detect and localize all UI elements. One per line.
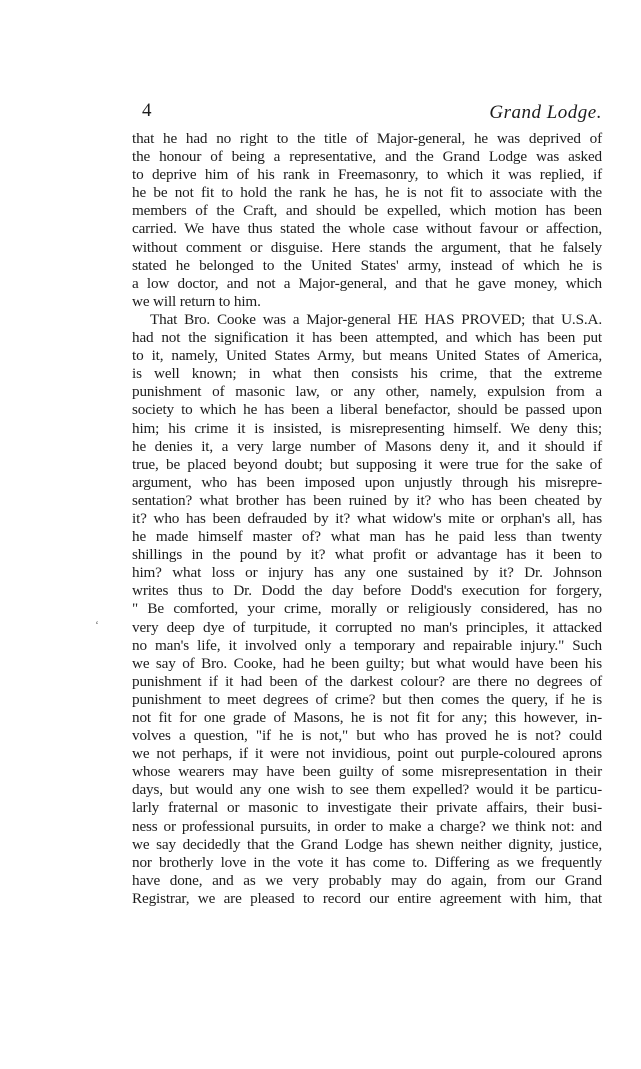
text-line: is well known; in what then consists his crime, that the extreme — [132, 365, 602, 383]
text-line: the honour of being a representative, and the Grand Lodge was asked — [132, 148, 602, 166]
body-text — [132, 130, 602, 908]
text-line: nor brotherly love in the vote it has come to. Differing as we frequently — [132, 853, 602, 871]
text-line: punishment if it had been of the darkest colour? are there no degrees of — [132, 672, 602, 690]
text-line: that he had no right to the title of Major-general, he was deprived of — [132, 130, 602, 147]
text-line: argument, who has been imposed upon unjustly through his misrepre- — [132, 473, 602, 491]
text-line: it? who has been defrauded by it? what widow's mite or orphan's all, has — [132, 509, 602, 527]
text-line: to deprive him of his rank in Freemasonry, to which it was replied, if — [132, 166, 602, 184]
text-line: we not perhaps, if it were not invidious, point out purple-coloured aprons — [132, 745, 602, 763]
text-line: a low doctor, and not a Major-general, and that he gave money, which — [132, 274, 602, 292]
text-line: he denies it, a very large number of Masons deny it, and it should if — [132, 437, 602, 455]
text-line: he be not fit to hold the rank he has, he is not fit to associate with the — [132, 184, 602, 202]
text-line: he made himself master of? what man has he paid less than twenty — [132, 528, 602, 546]
text-line: stated he belonged to the United States' army, instead of which he is — [132, 256, 602, 274]
text-line: writes thus to Dr. Dodd the day before Dodd's execution for forgery, — [132, 582, 602, 600]
text-line: larly fraternal or masonic to investigate their private affairs, their busi- — [132, 799, 602, 817]
page-header — [142, 100, 602, 128]
text-line: we say of Bro. Cooke, had he been guilty; but what would have been his — [132, 654, 602, 672]
text-line: Registrar, we are pleased to record our entire agreement with him, that — [132, 889, 602, 907]
text-line: volves a question, "if he is not," but who has proved he is not? could — [132, 727, 602, 745]
text-line: him? what loss or injury has any one sustained by it? Dr. Johnson — [132, 564, 602, 582]
text-line: we say decidedly that the Grand Lodge has shewn neither dignity, justice, — [132, 835, 602, 853]
text-line: shillings in the pound by it? what profit or advantage has it been to — [132, 546, 602, 564]
text-line: had not the signification it has been attempted, and which has been put — [132, 329, 602, 347]
text-line: very deep dye of turpitude, it corrupted no man's principles, it attacked — [132, 618, 602, 636]
text-line: sentation? what brother has been ruined by it? who has been cheated by — [132, 491, 602, 509]
text-line: ness or professional pursuits, in order to make a charge? we think not: and — [132, 817, 602, 835]
text-line: members of the Craft, and should be expelled, which motion has been — [132, 202, 602, 220]
text-line: we will return to him. — [132, 292, 261, 310]
text-line: not fit for one grade of Masons, he is not fit for any; this however, in- — [132, 709, 602, 726]
text-line: have done, and as we very probably may do again, from our Grand — [132, 871, 602, 889]
text-line: to it, namely, United States Army, but means United States of America, — [132, 347, 602, 365]
text-line: punishment of masonic law, or any other, namely, expulsion from a — [132, 383, 602, 401]
text-line: days, but would any one wish to see them expelled? would it be particu- — [132, 781, 602, 799]
text-line: society to which he has been a liberal benefactor, should be passed upon — [132, 401, 602, 419]
text-line: him; his crime it is insisted, is misrepresenting himself. We deny this; — [132, 419, 602, 437]
text-line: carried. We have thus stated the whole case without favour or affection, — [132, 220, 602, 238]
paragraph-start-line: That Bro. Cooke was a Major-general HE HAS PROVED; that U.S.A. — [150, 310, 602, 328]
running-title: Grand Lodge. — [489, 102, 602, 123]
text-line: without comment or disguise. Here stands the argument, that he falsely — [132, 238, 602, 256]
text-line: whose wearers may have been guilty of some misrepresentation in their — [132, 763, 602, 781]
margin-mark: ‘ — [95, 618, 99, 632]
page-number: 4 — [142, 100, 152, 121]
text-line: no man's life, it involved only a temporary and repairable injury." Such — [132, 636, 602, 654]
text-line: punishment to meet degrees of crime? but then comes the query, if he is — [132, 690, 602, 708]
text-line: true, be placed beyond doubt; but supposing it were true for the sake of — [132, 455, 602, 473]
text-line: " Be comforted, your crime, morally or religiously considered, has no — [132, 600, 602, 618]
